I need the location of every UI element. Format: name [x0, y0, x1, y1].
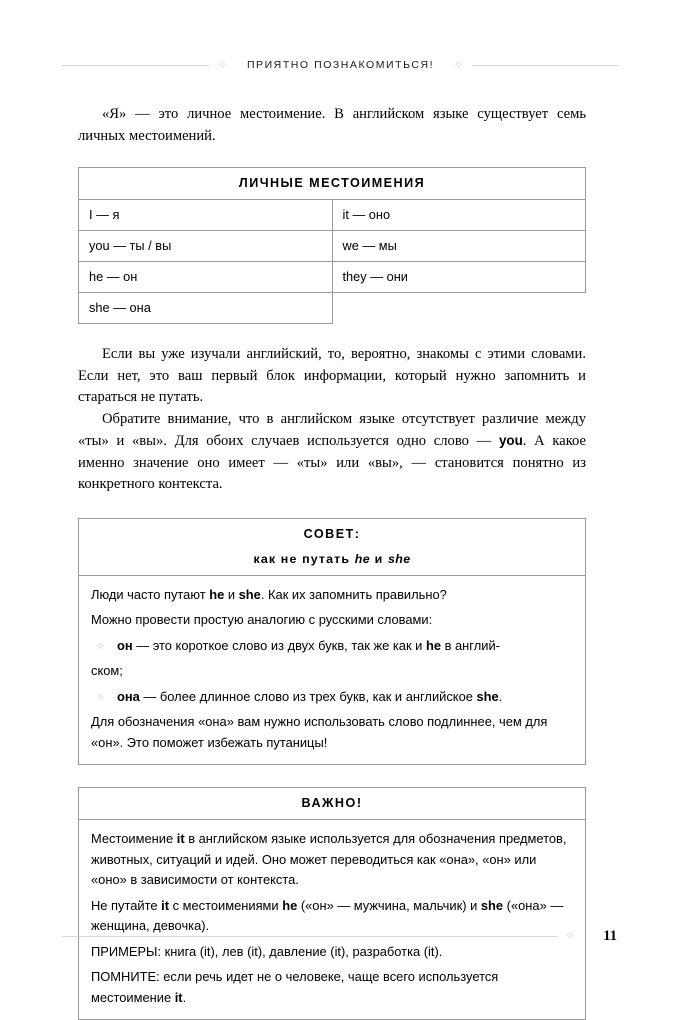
important-line-1	[91, 829, 573, 891]
table-row	[79, 231, 586, 262]
important-line-1-it: it	[176, 831, 185, 846]
tip-box-header	[79, 519, 585, 576]
table-cell-right: they — они	[332, 262, 586, 293]
table-row	[79, 262, 586, 293]
page-footer	[62, 925, 619, 947]
table-title: ЛИЧНЫЕ МЕСТОИМЕНИЯ	[79, 168, 586, 200]
page-content	[78, 104, 586, 1020]
tip-bullet-1	[91, 636, 573, 657]
tip-bullet-2-a: — более длинное слово из трех букв, как и английское	[139, 688, 477, 704]
important-examples: ПРИМЕРЫ: книга (it), лев (it), давление (it), разработка (it).	[91, 943, 443, 959]
tip-bullet-1-he: he	[425, 637, 441, 653]
paragraph-familiar	[78, 344, 586, 409]
important-line-2-a: Не путайте	[91, 897, 162, 913]
tip-line-2: Можно провести простую аналогию с русскими словами:	[91, 612, 433, 627]
important-line-2-it: it	[161, 897, 169, 913]
important-callout-box	[78, 787, 586, 1020]
tip-line-3: Для обозначения «она» вам нужно использовать слово подлиннее, чем для «он». Это поможет избежать путаницы!	[91, 714, 548, 750]
table-cell-right: it — оно	[332, 200, 586, 231]
table-cell-left: he — он	[79, 262, 333, 293]
page-number: 11	[603, 927, 617, 944]
table-row	[79, 293, 586, 324]
table-cell-right: we — мы	[332, 231, 586, 262]
table-cell-left: she — она	[79, 293, 333, 324]
tip-bullet-1-a: — это короткое слово из двух букв, так же как и	[132, 637, 426, 653]
tip-line-1	[91, 585, 573, 606]
diamond-ornament-icon: ✧	[564, 928, 576, 944]
important-remember-it: it	[174, 989, 183, 1005]
tip-line-1-a: Люди часто путают	[91, 586, 210, 602]
paragraph-intro-text: «Я» — это личное местоимение. В английском языке существует семь личных местоимений.	[78, 106, 586, 144]
diamond-ornament-icon: ✧	[217, 57, 228, 73]
important-line-2-g: («она» — женщина, девочка).	[91, 897, 564, 933]
paragraph-intro	[78, 104, 586, 147]
important-line-1-a: Местоимение	[91, 831, 177, 846]
paragraph-you	[78, 409, 586, 496]
important-line-1-c: в английском языке используется для обозначения предметов, животных, ситуаций и идей. Оно может переводиться как «она», «он» или «оно» в зависимости от контекста.	[91, 831, 567, 887]
important-remember-a: ПОМНИТЕ: если речь идет не о человеке, чаще всего используется местоимение	[91, 969, 499, 1005]
running-head-rule-right	[472, 65, 619, 66]
table-cell-left: I — я	[79, 200, 333, 231]
tip-bullet-2-word: она	[117, 688, 140, 704]
paragraph-you-keyword: you	[498, 433, 523, 448]
important-line-2-she: she	[480, 897, 504, 913]
important-remember-c: .	[182, 989, 187, 1005]
important-line-2-e: («он» — мужчина, мальчик) и	[297, 897, 481, 913]
running-head	[62, 53, 619, 77]
tip-line-1-c: и	[224, 586, 239, 602]
tip-bullet-1-c: в англий-	[441, 637, 500, 653]
important-box-body	[79, 820, 585, 1019]
important-box-header	[79, 788, 585, 820]
diamond-bullet-icon: ✧	[96, 690, 106, 704]
table-cell-right-empty	[332, 293, 586, 324]
tip-bullet-1-word: он	[117, 637, 133, 653]
tip-subtitle-pre: как не путать	[253, 551, 355, 566]
tip-box-subtitle	[85, 552, 579, 566]
tip-callout-box	[78, 518, 586, 766]
paragraph-you-text-b: . А какое именно значение оно имеет — «ты» или «вы», — становится понятно из конкретного контекста.	[78, 433, 586, 492]
tip-box-body	[79, 576, 585, 765]
footer-rule	[62, 936, 558, 937]
tip-subtitle-she: she	[387, 551, 411, 566]
important-remember	[91, 967, 573, 1008]
tip-line-1-e: . Как их запомнить правильно?	[260, 586, 447, 602]
tip-subtitle-he: he	[354, 551, 371, 566]
paragraph-familiar-text: Если вы уже изучали английский, то, вероятно, знакомы с этими словами. Если нет, это ваш первый блок информации, который нужно запомнить и стараться не путать.	[78, 346, 586, 405]
tip-bullet-2-she: she	[476, 688, 499, 704]
tip-bullet-2-c: .	[498, 688, 503, 704]
tip-box-title: СОВЕТ:	[303, 526, 361, 541]
important-line-2-c: с местоимениями	[169, 897, 283, 913]
diamond-bullet-icon: ✧	[96, 639, 106, 653]
diamond-ornament-icon: ✧	[453, 57, 464, 73]
important-box-title: ВАЖНО!	[301, 796, 363, 810]
table-cell-left: you — ты / вы	[79, 231, 333, 262]
personal-pronouns-table	[78, 167, 586, 324]
tip-line-1-she: she	[238, 586, 261, 602]
running-head-rule-left	[62, 65, 209, 66]
important-line-2-he: he	[282, 897, 298, 913]
tip-subtitle-mid: и	[370, 551, 388, 566]
tip-line-1-he: he	[209, 586, 225, 602]
table-row	[79, 200, 586, 231]
table-header-row	[79, 168, 586, 200]
running-head-title: ПРИЯТНО ПОЗНАКОМИТЬСЯ!	[246, 59, 435, 71]
tip-bullet-2	[91, 687, 573, 708]
tip-bullet-1-continuation: ском;	[91, 663, 123, 678]
paragraph-you-text-a: Обратите внимание, что в английском языке отсутствует различие между «ты» и «вы». Для обоих случаев используется одно слово —	[78, 410, 586, 449]
